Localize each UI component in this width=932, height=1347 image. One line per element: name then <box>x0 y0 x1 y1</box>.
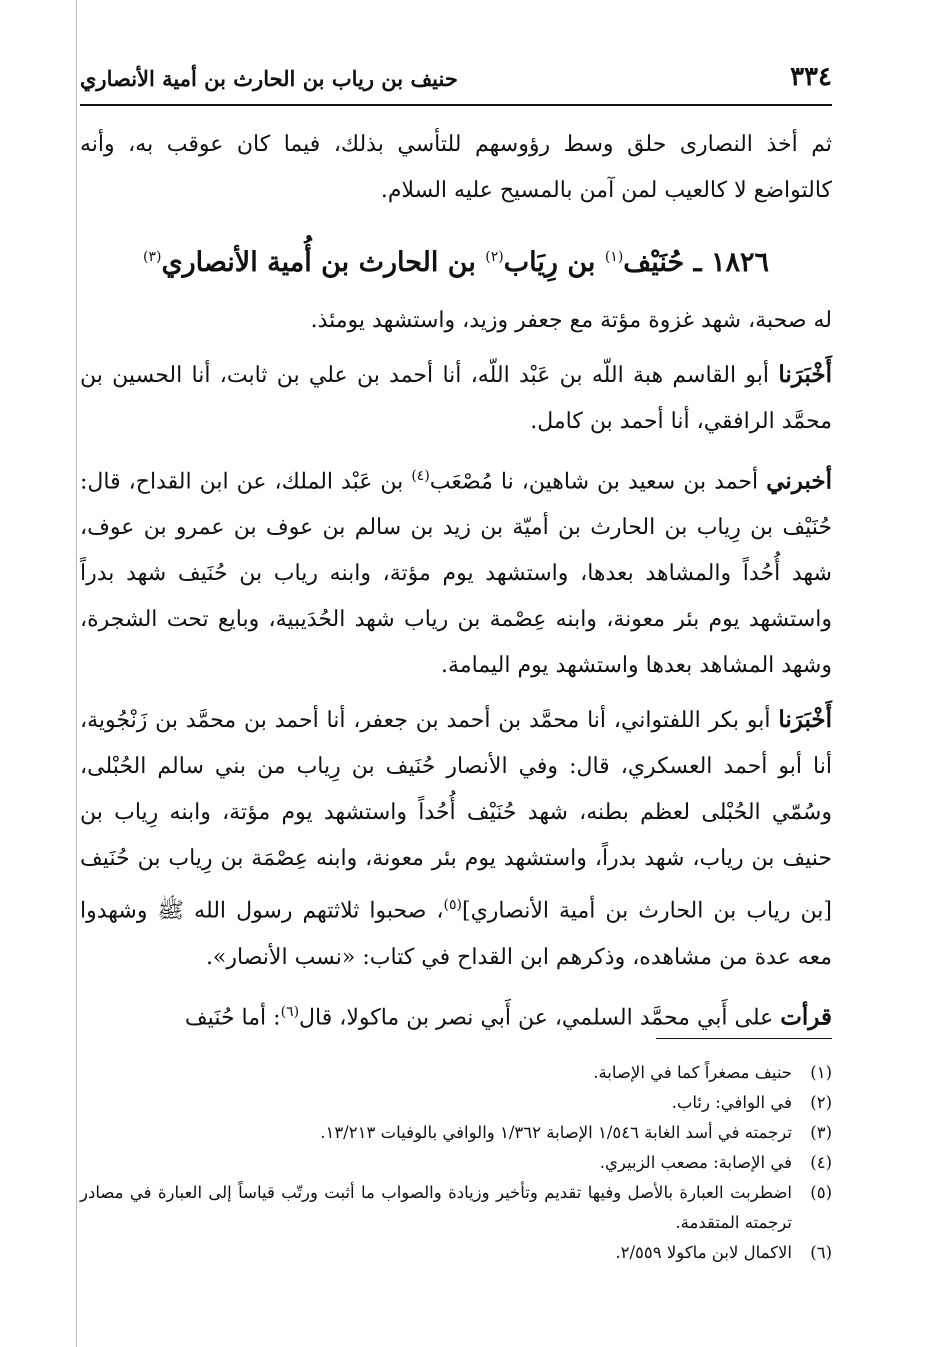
paragraph-2-lead: أَخْبَرَنا <box>778 361 832 388</box>
footnote <box>80 1238 832 1268</box>
main-text <box>80 122 832 1041</box>
footnote-text: في الإصابة: مصعب الزبيري. <box>599 1153 792 1172</box>
footnote-number: (٢) <box>810 1093 832 1112</box>
paragraph-5-text-a: على أَبي محمَّد السلمي، عن أَبي نصر بن ماكولا، قال <box>299 1004 774 1030</box>
footnotes <box>80 1058 832 1268</box>
entry-heading <box>80 228 832 292</box>
paragraph-4-text-b: ، صحبوا ثلاثتهم رسول الله ﷺ وشهدوا معه عدة من مشاهده، وذكرهم ابن القداح في كتاب: «نسب الأنصار». <box>80 898 832 970</box>
entry-name-part1: حُنَيْف <box>623 247 685 278</box>
paragraph-5-text-b: : أما حُنَيف <box>184 1004 281 1030</box>
intro-paragraph: ثم أخذ النصارى حلق وسط رؤوسهم للتأسي بذلك، فيما كان عوقب به، وأنه كالتواضع لا كالعيب لمن آمن بالمسيح عليه السلام. <box>80 132 832 203</box>
footnote <box>80 1088 832 1118</box>
footnote-ref-3[interactable]: (٣) <box>143 249 162 265</box>
page-spine-line <box>76 0 77 1347</box>
paragraph-3-text-a: أحمد بن سعيد بن شاهين، نا مُصْعَب <box>429 469 759 495</box>
footnote <box>80 1058 832 1088</box>
footnote-ref-4[interactable]: (٤) <box>411 468 430 484</box>
footnote <box>80 1178 832 1238</box>
paragraph-4 <box>80 697 832 980</box>
paragraph-2-text: أبو القاسم هبة اللّه بن عَبْد اللّه، أنا أحمد بن علي بن ثابت، أنا الحسين بن محمَّد الرافقي، أنا أحمد بن كامل. <box>80 363 832 434</box>
paragraph-5-lead: قرأت <box>780 1002 832 1030</box>
footnote-text: في الوافي: رئاب. <box>671 1093 792 1112</box>
paragraph-4-lead: أَخْبَرَنا <box>778 706 832 734</box>
running-title: حنيف بن رياب بن الحارث بن أمية الأنصاري <box>80 66 458 91</box>
footnote-ref-5[interactable]: (٥) <box>443 897 462 914</box>
footnote <box>80 1148 832 1178</box>
footnote-number: (٦) <box>810 1243 832 1262</box>
entry-name-part2: بن رِيَاب <box>503 247 596 278</box>
footnote-number: (٣) <box>810 1123 832 1142</box>
entry-number: ١٨٢٦ ـ <box>693 247 769 278</box>
footnote <box>80 1118 832 1148</box>
paragraph-2 <box>80 352 832 445</box>
footnote-ref-6[interactable]: (٦) <box>280 1003 300 1020</box>
paragraph-3-lead: أخبرني <box>766 467 832 495</box>
footnote-number: (٤) <box>810 1153 832 1172</box>
footnote-ref-2[interactable]: (٢) <box>485 249 504 265</box>
paragraph-5 <box>80 989 832 1041</box>
footnote-ref-1[interactable]: (١) <box>604 249 624 265</box>
footnote-number: (٥) <box>810 1183 832 1202</box>
footnote-number: (١) <box>810 1063 832 1082</box>
paragraph-4-text-a: أبو بكر اللفتواني، أنا محمَّد بن أحمد بن جعفر، أنا أحمد بن محمَّد بن زَنْجُوية، أنا أبو أحمد العسكري، قال: وفي الأنصار حُنَيف بن رِياب من بني سالم الحُبْلى، وسُمّي الحُبْلى لعظم بطنه، شهد حُنَيْف أُحُداً واستشهد يوم مؤتة، وابنه رِياب بن حنيف بن رياب، شهد بدراً، واستشهد يوم بئر معونة، وابنه عِصْمَة بن رِياب بن حُنَيف [بن رياب بن الحارث بن أمية الأنصاري] <box>80 708 832 924</box>
footnote-text: اضطربت العبارة بالأصل وفيها تقديم وتأخير وزيادة والصواب ما أثبت ورتّب قياساً إلى العبارة في مصادر ترجمته المتقدمة. <box>80 1183 792 1232</box>
entry-name-part3: بن الحارث بن أُمية الأنصاري <box>161 247 476 278</box>
paragraph-3-text-b: بن عَبْد الملك، عن ابن القداح، قال: حُنَيْف بن رِياب بن الحارث بن أميّة بن زيد بن سالم بن عوف بن عمرو بن عوف، شهد أُحُداً والمشاهد بعدها، واستشهد يوم مؤتة، وابنه رياب بن حُنَيف شهد بدراً واستشهد يوم بئر معونة، وابنه عِصْمة بن رياب شهد الحُدَيبية، وبايع تحت الشجرة، وشهد المشاهد بعدها واستشهد يوم اليمامة. <box>80 469 832 679</box>
page-number: ٣٣٤ <box>790 62 832 92</box>
page-header <box>80 60 832 106</box>
footnote-text: الاكمال لابن ماكولا ٢/٥٥٩. <box>615 1243 792 1262</box>
footnote-text: ترجمته في أسد الغابة ١/٥٤٦ الإصابة ١/٣٦٢ والوافي بالوفيات ١٣/٢١٣. <box>320 1123 792 1142</box>
paragraph-3 <box>80 453 832 689</box>
footnote-text: حنيف مصغراً كما في الإصابة. <box>593 1063 792 1082</box>
footnote-divider <box>656 1038 832 1039</box>
paragraph-1: له صحبة، شهد غزوة مؤتة مع جعفر وزيد، واستشهد يومئذ. <box>310 308 832 333</box>
